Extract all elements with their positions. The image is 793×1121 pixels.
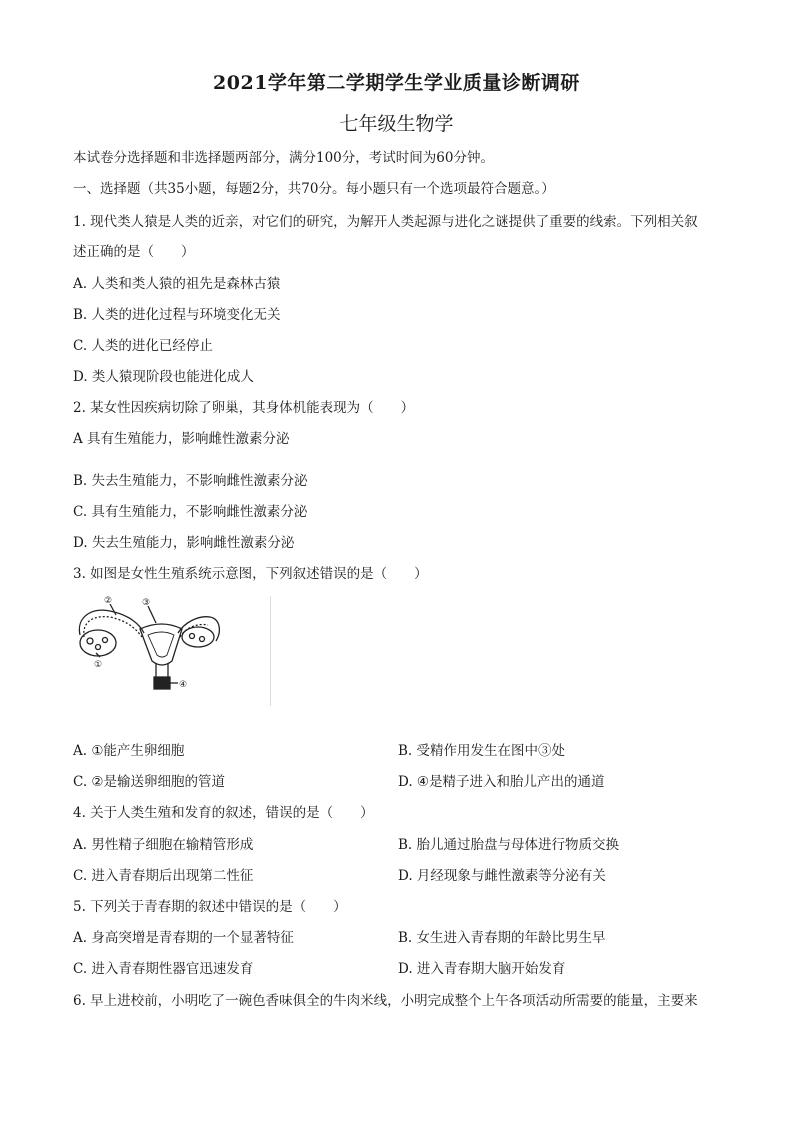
question-1-option-b: B. 人类的进化过程与环境变化无关 xyxy=(73,307,281,323)
page-title: 2021学年第二学期学生学业质量诊断调研 xyxy=(213,72,580,94)
question-5-option-c: C. 进入青春期性器官迅速发育 xyxy=(73,961,254,977)
figure-label-1: ① xyxy=(94,660,103,670)
exam-intro: 本试卷分选择题和非选择题两部分，满分100分，考试时间为60分钟。 xyxy=(73,150,494,166)
question-3-option-a: A. ①能产生卵细胞 xyxy=(73,743,185,759)
right-fallopian-tube-shape xyxy=(178,617,219,641)
question-3-option-d: D. ④是精子进入和胎儿产出的通道 xyxy=(398,774,605,790)
question-1-option-a: A. 人类和类人猿的祖先是森林古猿 xyxy=(73,276,281,292)
question-5-option-d: D. 进入青春期大脑开始发育 xyxy=(398,961,566,977)
figure-label-4: ④ xyxy=(179,680,188,690)
question-3-option-c: C. ②是输送卵细胞的管道 xyxy=(73,774,226,790)
question-1-option-d: D. 类人猿现阶段也能进化成人 xyxy=(73,369,254,385)
question-6-stem: 6. 早上进校前，小明吃了一碗色香味俱全的牛肉米线，小明完成整个上午各项活动所需要的能量，主要来 xyxy=(73,993,698,1009)
question-1-option-c: C. 人类的进化已经停止 xyxy=(73,338,213,354)
question-5-option-a: A. 身高突增是青春期的一个显著特征 xyxy=(73,930,294,946)
female-reproductive-system-diagram xyxy=(70,595,290,695)
figure-label-2: ② xyxy=(104,596,113,606)
section-heading: 一、选择题（共35小题，每题2分，共70分。每小题只有一个选项最符合题意。） xyxy=(73,181,555,197)
question-2-option-c: C. 具有生殖能力，不影响雌性激素分泌 xyxy=(73,504,308,520)
question-2-option-d: D. 失去生殖能力，影响雌性激素分泌 xyxy=(73,535,295,551)
question-2-option-b: B. 失去生殖能力，不影响雌性激素分泌 xyxy=(73,473,308,489)
question-5-option-b: B. 女生进入青春期的年龄比男生早 xyxy=(398,930,606,946)
question-3-option-b: B. 受精作用发生在图中③处 xyxy=(398,743,566,759)
left-ovary-shape xyxy=(80,630,116,656)
uterus-shape xyxy=(140,624,182,665)
question-4-stem: 4. 关于人类生殖和发育的叙述，错误的是（ ） xyxy=(73,805,374,821)
question-1-stem: 1. 现代类人猿是人类的近亲，对它们的研究，为解开人类起源与进化之谜提供了重要的线索。下列相关叙 xyxy=(73,214,698,230)
question-4-option-d: D. 月经现象与雌性激素等分泌有关 xyxy=(398,868,606,884)
figure-label-3: ③ xyxy=(142,598,151,608)
question-2-stem: 2. 某女性因疾病切除了卵巢，其身体机能表现为（ ） xyxy=(73,400,415,416)
question-1-stem-cont: 述正确的是（ ） xyxy=(73,244,195,260)
page-subtitle: 七年级生物学 xyxy=(339,113,454,135)
question-4-option-b: B. 胎儿通过胎盘与母体进行物质交换 xyxy=(398,837,620,853)
question-4-option-c: C. 进入青春期后出现第二性征 xyxy=(73,868,254,884)
question-5-stem: 5. 下列关于青春期的叙述中错误的是（ ） xyxy=(73,899,347,915)
question-4-option-a: A. 男性精子细胞在输精管形成 xyxy=(73,837,254,853)
question-3-stem: 3. 如图是女性生殖系统示意图，下列叙述错误的是（ ） xyxy=(73,566,428,582)
question-2-option-a: A 具有生殖能力，影响雌性激素分泌 xyxy=(73,431,290,447)
